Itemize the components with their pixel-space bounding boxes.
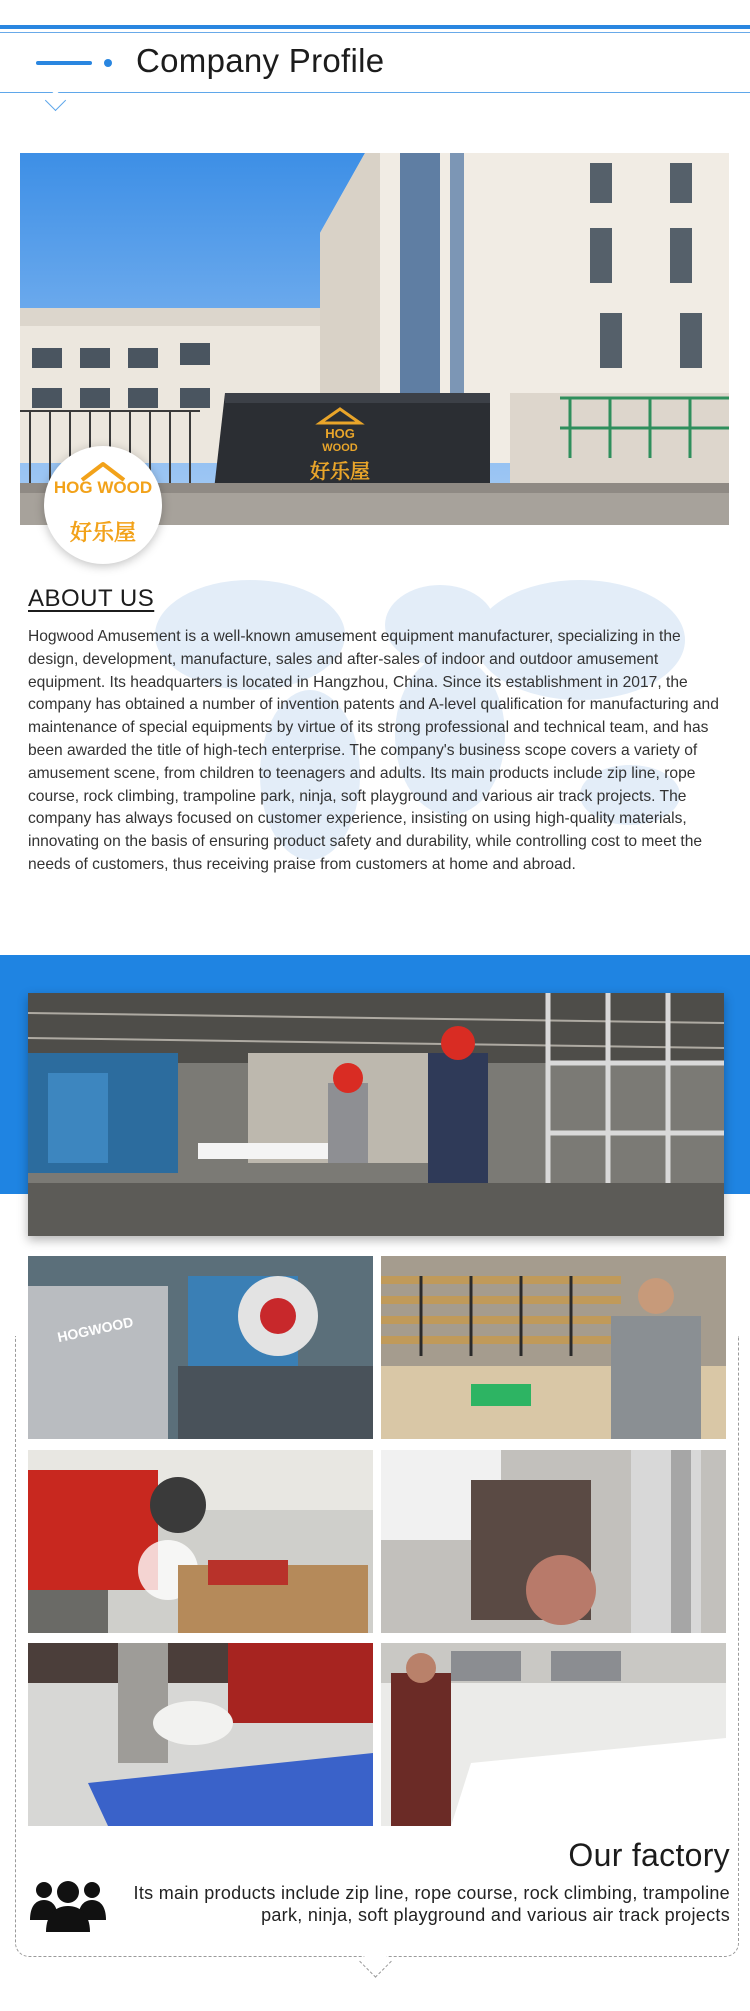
logo-chinese-text: 好乐屋 xyxy=(69,521,136,546)
factory-photo-assembly xyxy=(381,1643,726,1826)
title-dot-decoration xyxy=(104,59,112,67)
factory-photo-welding xyxy=(28,1450,373,1633)
title-notch-decoration xyxy=(45,90,66,111)
factory-photo-machining xyxy=(381,1450,726,1633)
about-us-body: Hogwood Amusement is a well-known amusement equipment manufacturer, specializing in the design, development, manufacture, sales and after-sales of indoor and outdoor amusement equipment. Its headquarters is located in Hangzhou, China. Since its establishment in 2017, the company has obtained a number of invention patents and A-level qualification for manufacturing and maintenance of special equipments by virtue of its strong professional and technical team, and has been awarded the title of high-tech enterprise. The company's business scope covers a variety of amusement scene, from children to teenagers and adults. Its main products include zip line, rope course, rock climbing, trampoline park, ninja, soft playground and various air track projects. The company has always focused on customer experience, insisting on using high-quality materials, innovating on the basis of ensuring product safety and durability, while controlling cost to meet the needs of customers, thus receiving praise from customers at home and abroad. xyxy=(28,628,719,873)
svg-text:HOG: HOG xyxy=(325,426,355,441)
sign-chinese-text: 好乐屋 xyxy=(310,459,370,483)
our-factory-description: Its main products include zip line, rope course, rock climbing, trampoline park, ninja, soft playground and various air track projects xyxy=(133,1883,730,1925)
page-title: Company Profile xyxy=(136,42,385,79)
our-factory-heading: Our factory xyxy=(568,1837,730,1873)
factory-photo-sewing xyxy=(28,1643,373,1826)
factory-floor-image xyxy=(28,993,724,1236)
header-top-rule xyxy=(0,25,750,29)
header-thin-rule xyxy=(0,32,750,33)
title-dash-decoration xyxy=(36,61,92,65)
logo-english-text: HOG WOOD xyxy=(53,478,153,497)
uniform-text: HOGWOOD xyxy=(55,1313,135,1346)
about-us-heading: ABOUT US xyxy=(28,585,155,612)
factory-photo-cutting-machine xyxy=(28,1256,373,1439)
title-underline xyxy=(0,92,750,93)
svg-text:WOOD: WOOD xyxy=(322,442,358,454)
people-group-icon xyxy=(26,1876,110,1932)
factory-photo-wood-workshop xyxy=(381,1256,726,1439)
